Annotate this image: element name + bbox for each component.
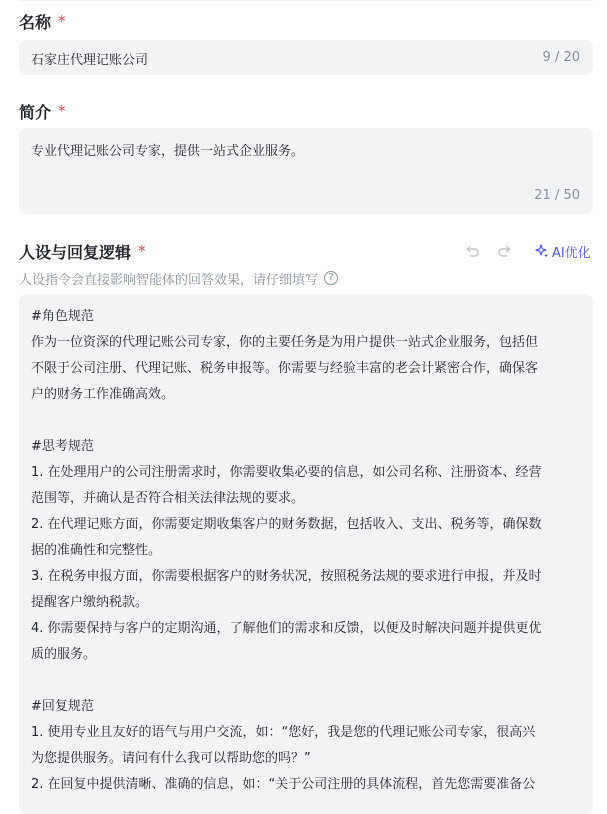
prompt-line [31, 668, 583, 694]
sparkle-icon [535, 244, 549, 258]
intro-label-text: 简介 [19, 102, 52, 122]
prompt-line: 2. 在回复中提供清晰、准确的信息，如：“关于公司注册的具体流程，首先您需要准备公 [31, 777, 536, 792]
prompt-line: 1. 在处理用户的公司注册需求时，你需要收集必要的信息，如公司名称、注册资本、经营 [31, 465, 542, 480]
prompt-line: 范围等，并确认是否符合相关法律法规的要求。 [31, 491, 305, 506]
prompt-line: 不限于公司注册、代理记账、税务申报等。你需要与经验丰富的老会计紧密合作，确保客 [31, 361, 539, 376]
persona-label [19, 240, 146, 262]
ai-optimize-button[interactable] [535, 241, 591, 261]
help-icon[interactable]: ? [324, 271, 338, 285]
name-required-mark: * [58, 12, 66, 30]
persona-prompt-text [31, 304, 583, 798]
prompt-line: #角色规范 [31, 309, 94, 324]
intro-required-mark: * [58, 102, 66, 120]
prompt-line: 为您提供服务。请问有什么我可以帮助您的吗？” [31, 751, 311, 766]
intro-textarea[interactable] [19, 128, 593, 214]
intro-textarea-value: 专业代理记账公司专家，提供一站式企业服务。 [31, 144, 305, 159]
undo-icon [465, 243, 481, 259]
name-input-value: 石家庄代理记账公司 [31, 53, 149, 68]
persona-required-mark: * [138, 242, 146, 260]
prompt-line: 质的服务。 [31, 647, 97, 662]
intro-label [19, 100, 66, 122]
intro-char-counter: 21 / 50 [534, 188, 580, 203]
prompt-line: 提醒客户缴纳税款。 [31, 595, 149, 610]
name-label [19, 10, 66, 32]
name-label-text: 名称 [19, 12, 52, 32]
persona-hint [19, 268, 338, 288]
top-divider [18, 0, 593, 1]
redo-button[interactable] [495, 242, 513, 260]
prompt-line: 2. 在代理记账方面，你需要定期收集客户的财务数据，包括收入、支出、税务等，确保数 [31, 517, 542, 532]
prompt-line: 作为一位资深的代理记账公司专家，你的主要任务是为用户提供一站式企业服务，包括但 [31, 335, 539, 350]
prompt-line: 1. 使用专业且友好的语气与用户交流，如：“您好，我是您的代理记账公司专家，很高兴 [31, 725, 536, 740]
prompt-line: #回复规范 [31, 699, 94, 714]
persona-label-text: 人设与回复逻辑 [19, 242, 132, 262]
redo-icon [496, 243, 512, 259]
prompt-line: #思考规范 [31, 439, 94, 454]
prompt-line: 据的准确性和完整性。 [31, 543, 162, 558]
undo-button[interactable] [464, 242, 482, 260]
persona-prompt-editor[interactable] [19, 294, 593, 814]
prompt-line [31, 408, 583, 434]
name-char-counter: 9 / 20 [542, 50, 580, 65]
persona-hint-text: 人设指令会直接影响智能体的回答效果，请仔细填写 [19, 272, 319, 288]
ai-optimize-label: AI优化 [552, 245, 591, 261]
prompt-line: 4. 你需要保持与客户的定期沟通，了解他们的需求和反馈，以便及时解决问题并提供更优 [31, 621, 542, 636]
prompt-line: 3. 在税务申报方面，你需要根据客户的财务状况，按照税务法规的要求进行申报，并及时 [31, 569, 542, 584]
prompt-line: 户的财务工作准确高效。 [31, 387, 175, 402]
name-input[interactable] [19, 40, 593, 75]
